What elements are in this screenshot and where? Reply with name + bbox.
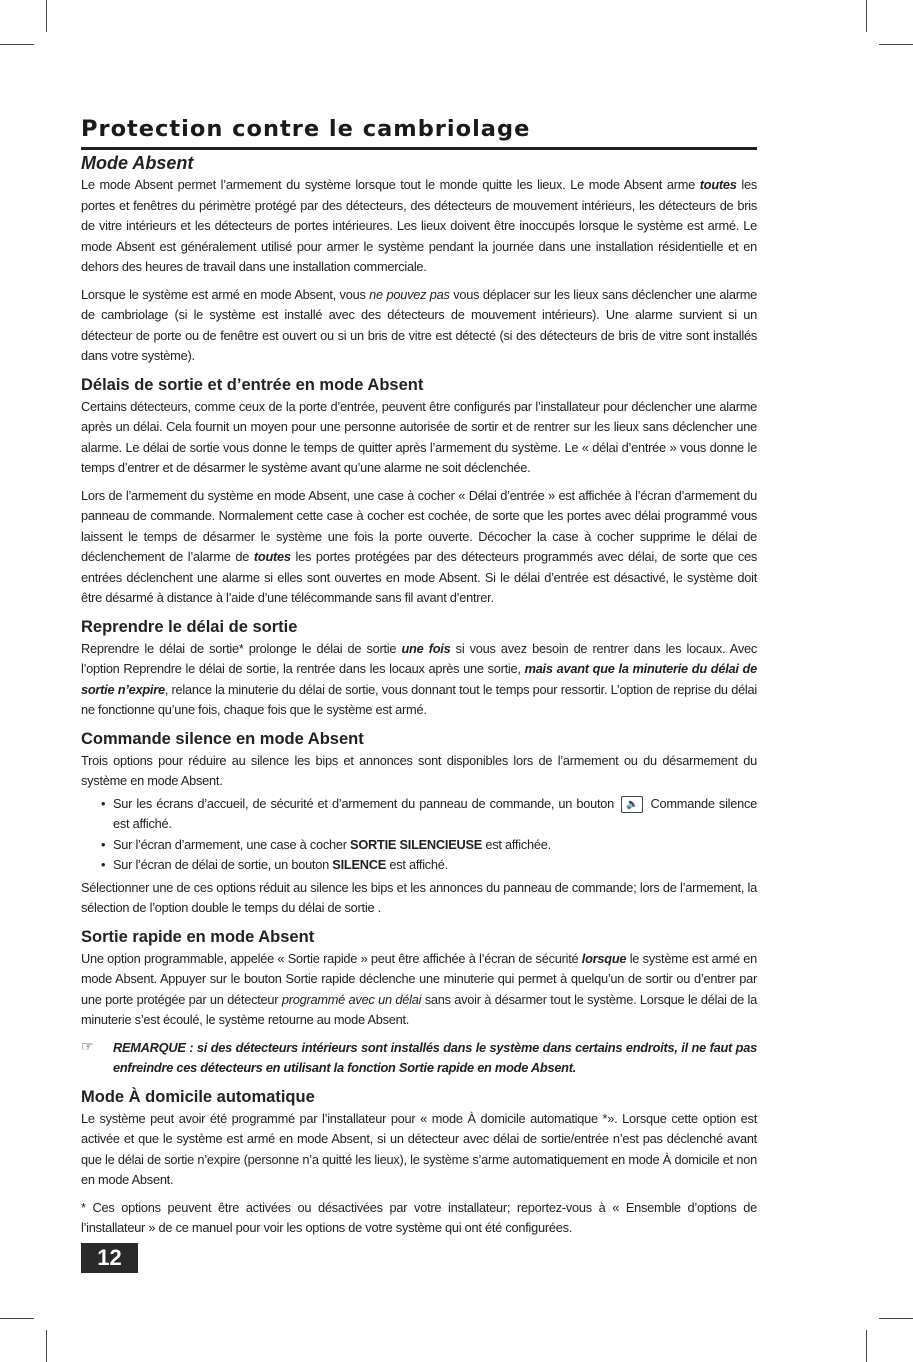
delays-heading: Délais de sortie et d’entrée en mode Absent xyxy=(81,375,424,394)
note-text: REMARQUE : si des détecteurs intérieurs sont installés dans le système dans certains endroits, il ne faut pas enfreindre ces détecteurs en utilisant la fonction Sortie rapide en mode Absent. xyxy=(113,1039,757,1075)
bullet-icon: • xyxy=(101,857,106,872)
note-block xyxy=(81,1038,757,1079)
bullet-icon: • xyxy=(101,795,106,811)
crop-mark xyxy=(0,1318,34,1319)
bullet-icon: • xyxy=(101,836,106,852)
restart-paragraph: Reprendre le délai de sortie* prolonge le délai de sortie une fois si vous avez besoin de rentrer dans les locaux. Avec l’option Reprendre le délai de sortie, la rentrée dans les locaux après une sortie, mais avant que la minuterie du délai de sortie n’expire, relance la minuterie du délai de sortie, vous donnant tout le temps pour ressortir. L’option de reprise du délai ne fonctionne qu’une fois, chaque fois que le système est armé. xyxy=(81,640,757,717)
autostay-footnote: * Ces options peuvent être activées ou désactivées par votre installateur; reportez-vous à « Ensemble d’options de l’installateur » de ce manuel pour voir les options de votre système qui ont été configurées. xyxy=(81,1199,757,1235)
crop-mark xyxy=(46,1330,47,1362)
silence-options-list xyxy=(81,794,757,876)
crop-mark xyxy=(46,0,47,32)
crop-mark xyxy=(866,1330,867,1362)
delays-paragraph-2: Lors de l’armement du système en mode Absent, une case à cocher « Délai d’entrée » est affichée à l’écran d’armement du panneau de commande. Normalement cette case à cocher est cochée, de sorte que les portes avec délai programmé vous laissent le temps de désarmer le système une fois la porte ouverte. Décocher la case à cocher supprime le délai de déclenchement de l’alarme de toutes les portes protégées par des détecteurs programmés avec délai, de sorte que ces entrées déclenchent une alarme si elles sont ouvertes en mode Absent. Si le délai d’entrée est désactivé, le système doit être désarmé à distance à l’aide d’une télécommande sans fil avant d’entrer. xyxy=(81,487,757,605)
quickexit-heading: Sortie rapide en mode Absent xyxy=(81,927,315,946)
list-item: • Sur l’écran de délai de sortie, un bouton SILENCE est affiché. xyxy=(101,855,757,876)
intro-paragraph-1: Le mode Absent permet l’armement du système lorsque tout le monde quitte les lieux. Le mode Absent arme toutes les portes et fenêtres du périmètre protégé par des détecteurs, des détecteurs de mouvement intérieurs, les détecteurs de bris de vitre intérieurs et les détecteurs de portes intérieures. Les lieux doivent être inoccupés lorsque le système est armé. Le mode Absent est généralement utilisé pour armer le système pendant la journée dans une installation résidentielle et en dehors des heures de travail dans une installation commerciale. xyxy=(81,177,757,274)
delays-paragraph-1: Certains détecteurs, comme ceux de la porte d’entrée, peuvent être configurés par l’installateur pour déclencher une alarme après un délai. Cela fournit un moyen pour une personne autorisée de sortir et de rentrer sur les lieux sans déclencher une alarme. Le délai de sortie vous donne le temps de quitter après l’armement du système. Le « délai d’entrée » vous donne le temps d’entrer et de désarmer le système avant qu’une alarme ne soit déclenchée. xyxy=(81,398,757,475)
list-item: • Sur l’écran d’armement, une case à cocher SORTIE SILENCIEUSE est affichée. xyxy=(101,835,757,856)
page-content xyxy=(81,112,757,1246)
crop-mark xyxy=(0,44,34,45)
pointing-hand-icon: ☞ xyxy=(81,1037,94,1054)
list-item: • Sur les écrans d’accueil, de sécurité et d’armement du panneau de commande, un bouton 🔈 Commande silence est affiché. xyxy=(101,795,758,831)
intro-paragraph-2: Lorsque le système est armé en mode Absent, vous ne pouvez pas vous déplacer sur les lieux sans déclencher une alarme de cambriolage (si le système est installé avec des détecteurs de mouvement intérieurs). Une alarme survient si un détecteur de porte ou de fenêtre est ouvert ou si un bris de vitre est détecté (si des détecteurs de bris de vitre sont installés dans votre système). xyxy=(81,286,757,363)
quickexit-paragraph: Une option programmable, appelée « Sortie rapide » peut être affichée à l’écran de sécurité lorsque le système est armé en mode Absent. Appuyer sur le bouton Sortie rapide déclenche une minuterie qui permet à quelqu’un de sortir ou d’entrer par une porte protégée par un détecteur programmé avec un délai sans avoir à désarmer tout le système. Lorsque le délai de la minuterie s’est écoulé, le système retourne au mode Absent. xyxy=(81,950,757,1027)
autostay-heading: Mode À domicile automatique xyxy=(81,1087,315,1106)
page-title: Protection contre le cambriolage xyxy=(81,116,531,142)
crop-mark xyxy=(879,1318,913,1319)
speaker-icon: 🔈 xyxy=(621,796,643,813)
restart-heading: Reprendre le délai de sortie xyxy=(81,617,298,636)
crop-mark xyxy=(866,0,867,32)
page-number: 12 xyxy=(81,1243,138,1273)
silence-paragraph-1: Trois options pour réduire au silence les bips et annonces sont disponibles lors de l’armement ou du désarmement du système en mode Absent. xyxy=(81,752,757,788)
crop-mark xyxy=(879,44,913,45)
section-subtitle: Mode Absent xyxy=(81,153,194,173)
silence-paragraph-2: Sélectionner une de ces options réduit au silence les bips et les annonces du panneau de commande; lors de l’armement, la sélection de l’option double le temps du délai de sortie . xyxy=(81,879,757,915)
title-rule xyxy=(81,147,757,150)
autostay-paragraph-1: Le système peut avoir été programmé par l’installateur pour « mode À domicile automatique *». Lorsque cette option est activée et que le système est armé en mode Absent, si un détecteur avec délai de sortie/entrée n’est pas déclenché avant que le délai de sortie n’expire (personne n’a quitté les lieux), le système s’arme automatiquement en mode À domicile et non en mode Absent. xyxy=(81,1110,757,1187)
silence-heading: Commande silence en mode Absent xyxy=(81,729,364,748)
